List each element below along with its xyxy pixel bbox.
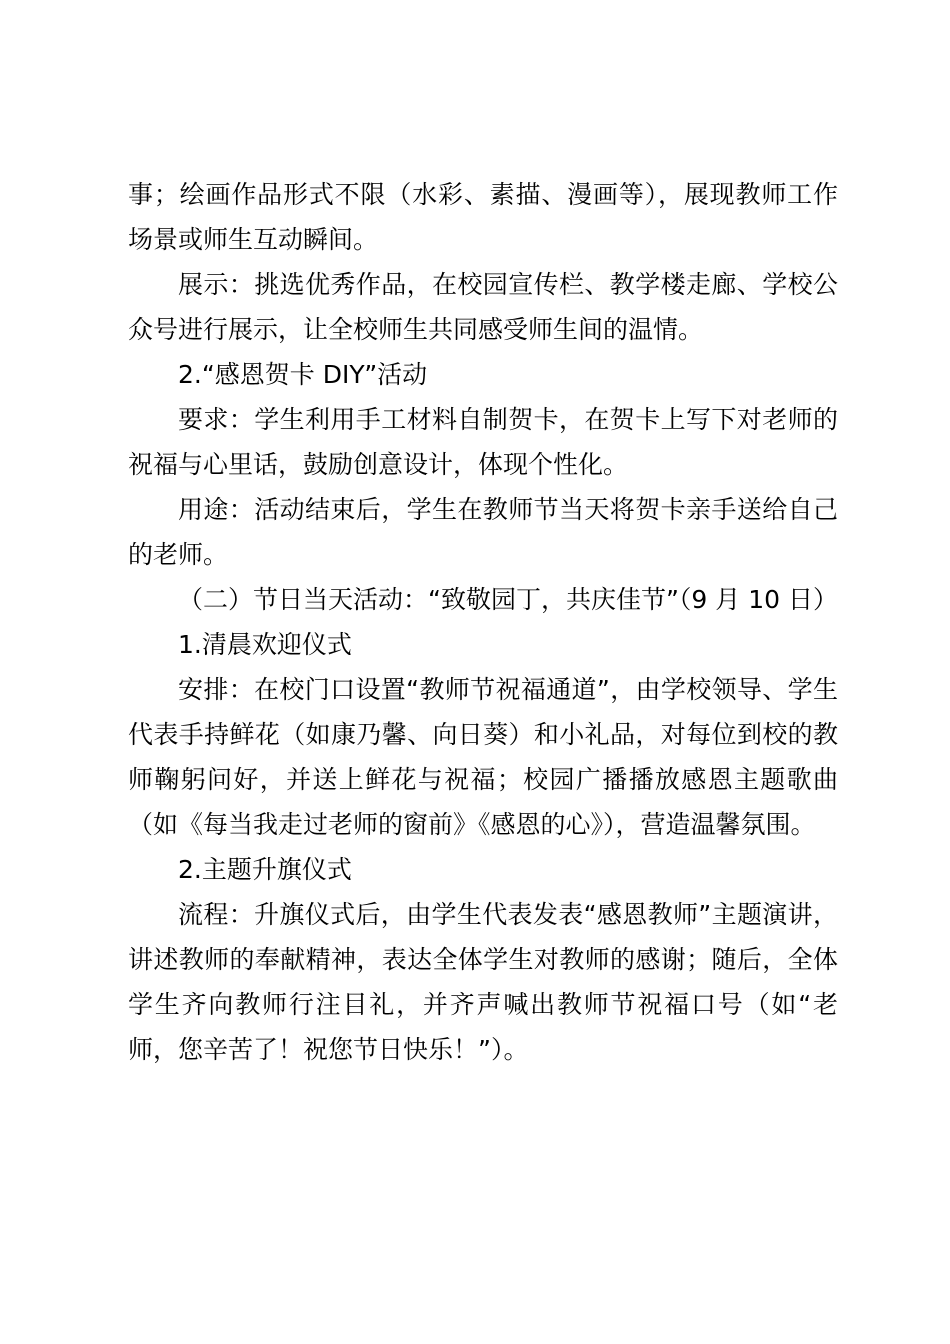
section-heading-welcome-ceremony: 1.清晨欢迎仪式: [178, 630, 352, 659]
paragraph-arrangement: 安排：在校门口设置“教师节祝福通道”，由学校领导、学生代表手持鲜花（如康乃馨、向日葵）和小礼品，对每位到校的教师鞠躬问好，并送上鲜花与祝福；校园广播播放感恩主题歌曲（如《每当我走过老师的窗前》《感恩的心》），营造温馨氛围。: [128, 675, 838, 839]
section-heading-festival-day: （二）节日当天活动：“致敬园丁，共庆佳节”（9 月 10 日）: [178, 585, 838, 614]
section-heading-flag-ceremony: 2.主题升旗仪式: [178, 855, 352, 884]
paragraph-continuation: 事；绘画作品形式不限（水彩、素描、漫画等），展现教师工作场景或师生互动瞬间。: [128, 180, 838, 254]
paragraph-usage: 用途：活动结束后，学生在教师节当天将贺卡亲手送给自己的老师。: [128, 495, 838, 569]
paragraph-requirements: 要求：学生利用手工材料自制贺卡，在贺卡上写下对老师的祝福与心里话，鼓励创意设计，体现个性化。: [128, 405, 838, 479]
paragraph-display: 展示：挑选优秀作品，在校园宣传栏、教学楼走廊、学校公众号进行展示，让全校师生共同感受师生间的温情。: [128, 270, 838, 344]
section-heading-card-diy: 2.“感恩贺卡 DIY”活动: [178, 360, 428, 389]
document-page: [128, 172, 838, 1072]
paragraph-process: 流程：升旗仪式后，由学生代表发表“感恩教师”主题演讲，讲述教师的奉献精神，表达全体学生对教师的感谢；随后，全体学生齐向教师行注目礼，并齐声喊出教师节祝福口号（如“老师，您辛苦了！祝您节日快乐！”）。: [128, 900, 838, 1064]
